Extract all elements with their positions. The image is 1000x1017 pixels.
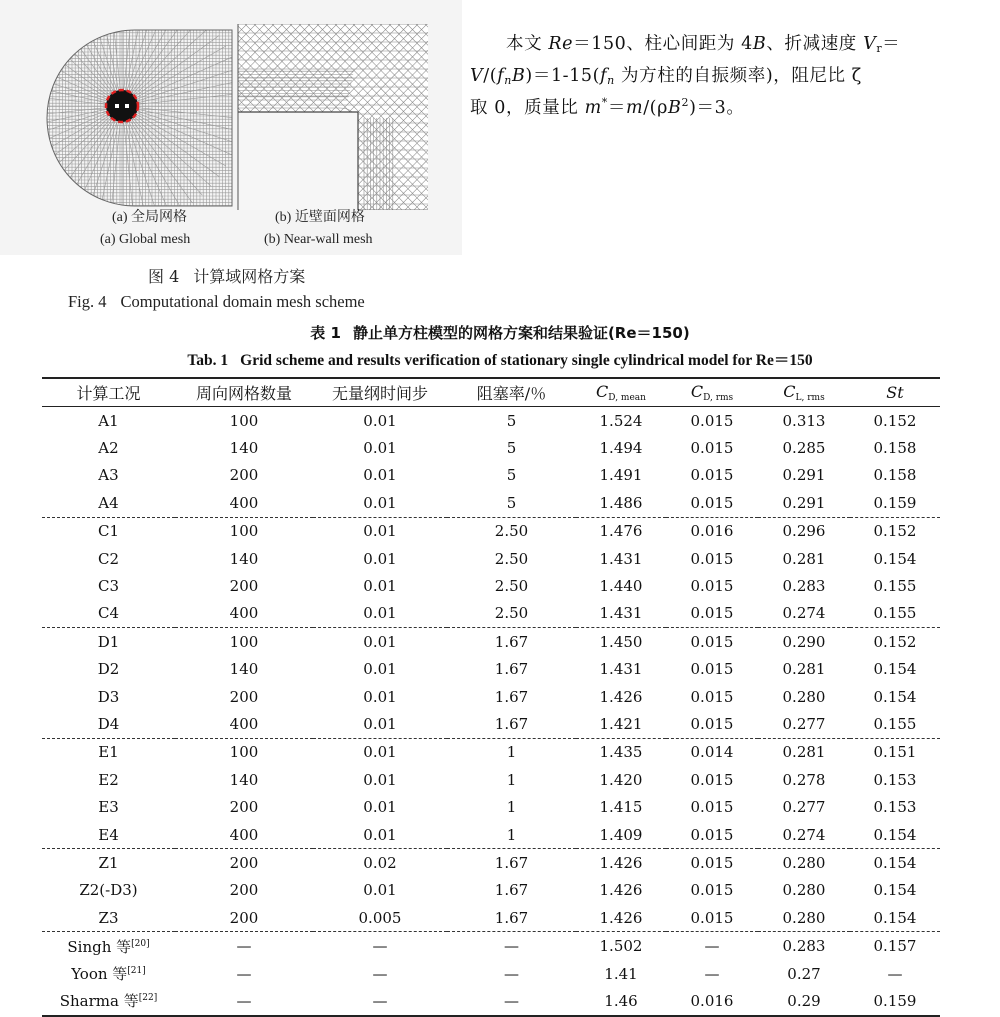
- cell-time-step: 0.01: [363, 825, 397, 844]
- cell-grid-count: 200: [229, 881, 259, 900]
- cell-cl-rms: 0.274: [782, 825, 826, 844]
- cell-cd-mean: 1.431: [599, 604, 643, 623]
- cell-case: Z1: [42, 849, 175, 877]
- cell-blockage: 1.67: [494, 660, 529, 679]
- cell-grid-count: —: [175, 987, 313, 1015]
- cell-case: Singh 等[20]: [42, 932, 175, 960]
- cell-grid-count: 200: [229, 908, 259, 927]
- table-row: [42, 793, 940, 820]
- paragraph-line-3: 取 0，质量比 $m^*=m/(\rho B^2)=3$。: [470, 96, 745, 118]
- cell-time-step: —: [372, 964, 388, 983]
- cell-time-step: 0.005: [358, 908, 402, 927]
- cell-cd-mean: 1.426: [576, 849, 666, 877]
- cell-grid-count: 140: [229, 770, 259, 789]
- cell-time-step: 0.01: [363, 687, 397, 706]
- cell-grid-count: 100: [175, 738, 313, 766]
- cell-case: C2: [97, 549, 120, 568]
- cell-cd-mean: 1.435: [576, 738, 666, 766]
- table-label-en: Tab. 1: [187, 352, 229, 369]
- cell-blockage: 2.50: [494, 549, 529, 568]
- cell-st: 0.152: [850, 517, 940, 545]
- cell-cd-mean: 1.494: [599, 439, 643, 458]
- cell-time-step: 0.01: [363, 660, 397, 679]
- header-time-step: 无量纲时间步: [313, 378, 447, 407]
- table-row: [42, 738, 940, 766]
- cell-cd-mean: 1.491: [599, 466, 643, 485]
- cell-time-step: 0.01: [363, 604, 397, 623]
- reference-marker: [21]: [127, 966, 146, 976]
- cell-blockage: 5: [506, 493, 517, 512]
- header-circumferential-grid: 周向网格数量: [175, 378, 313, 407]
- cell-grid-count: 400: [229, 604, 259, 623]
- cell-cl-rms: 0.283: [782, 577, 826, 596]
- cell-cl-rms: 0.280: [782, 881, 826, 900]
- table-row: [42, 545, 940, 572]
- cell-blockage: 1: [506, 825, 517, 844]
- table-row: [42, 849, 940, 877]
- cell-cl-rms: 0.291: [782, 466, 826, 485]
- cell-cl-rms: 0.277: [782, 714, 826, 733]
- cell-case: Z2(-D3): [79, 881, 138, 900]
- cell-time-step: 0.01: [363, 798, 397, 817]
- cell-cd-mean: 1.450: [576, 628, 666, 656]
- cell-blockage: 1.67: [494, 881, 529, 900]
- cell-cd-mean: 1.409: [599, 825, 643, 844]
- cell-case: A2: [98, 439, 119, 458]
- table-row: [42, 517, 940, 545]
- cell-blockage: 1.67: [447, 849, 576, 877]
- table-row: [42, 821, 940, 849]
- cell-time-step: 0.02: [313, 849, 447, 877]
- cell-time-step: 0.01: [363, 493, 397, 512]
- cell-time-step: —: [313, 987, 447, 1015]
- cell-st: 0.158: [873, 466, 917, 485]
- cell-st: 0.153: [873, 798, 917, 817]
- cell-cd-rms: 0.015: [690, 439, 734, 458]
- panel-a-caption-en: (a) Global mesh: [100, 232, 191, 247]
- table-title-cn: 静止单方柱模型的网格方案和结果验证(Re＝150): [352, 324, 690, 342]
- cell-blockage: 2.50: [494, 577, 529, 596]
- table-label-cn: 表 1: [310, 324, 341, 342]
- cell-case: Yoon 等[21]: [71, 965, 146, 983]
- panel-a-caption-cn: (a) 全局网格: [112, 210, 188, 225]
- cell-cd-mean: 1.426: [599, 908, 643, 927]
- cell-cd-rms: 0.015: [690, 466, 734, 485]
- header-cd-rms: $C_{D, rms}$: [666, 378, 758, 407]
- cell-case: D3: [97, 687, 120, 706]
- cell-grid-count: 100: [229, 411, 259, 430]
- cell-blockage: 1.67: [494, 687, 529, 706]
- table-row: [42, 462, 940, 489]
- cell-blockage: 2.50: [494, 604, 529, 623]
- cell-st: 0.151: [850, 738, 940, 766]
- cell-cd-rms: 0.015: [690, 881, 734, 900]
- cell-cd-mean: 1.431: [599, 549, 643, 568]
- cell-case: Z3: [98, 908, 119, 927]
- cell-time-step: 0.01: [363, 770, 397, 789]
- cell-time-step: 0.01: [363, 466, 397, 485]
- cell-st: 0.155: [873, 714, 917, 733]
- cell-grid-count: 140: [229, 660, 259, 679]
- header-st: St: [850, 378, 940, 407]
- cell-cd-rms: 0.015: [690, 604, 734, 623]
- table-row: [42, 572, 940, 599]
- body-paragraph: [470, 28, 948, 124]
- paragraph-line-2: $V/(f_nB)=1-15(f_n$ 为方柱的自振频率)，阻尼比 ζ: [470, 66, 862, 87]
- cell-cd-mean: 1.46: [576, 987, 666, 1015]
- cell-cd-rms: 0.015: [690, 825, 734, 844]
- cell-cd-rms: —: [704, 964, 720, 983]
- cell-time-step: 0.01: [363, 577, 397, 596]
- cell-grid-count: 200: [229, 798, 259, 817]
- header-case: 计算工况: [42, 378, 175, 407]
- cell-case: Sharma 等[22]: [42, 987, 175, 1015]
- cell-blockage: 1.67: [494, 908, 529, 927]
- cell-case: C4: [97, 604, 120, 623]
- cell-cd-mean: 1.486: [599, 493, 643, 512]
- cell-cl-rms: 0.290: [758, 628, 850, 656]
- cell-case: E3: [98, 798, 119, 817]
- table-row: [42, 960, 940, 987]
- cell-st: 0.154: [873, 660, 917, 679]
- cell-grid-count: —: [175, 932, 313, 960]
- table-row: [42, 600, 940, 628]
- cell-blockage: 5: [506, 466, 517, 485]
- cell-time-step: 0.01: [313, 517, 447, 545]
- cell-cl-rms: 0.277: [782, 798, 826, 817]
- cell-cd-mean: 1.440: [599, 577, 643, 596]
- cell-cd-rms: 0.015: [666, 849, 758, 877]
- cell-cl-rms: 0.280: [782, 908, 826, 927]
- cell-cd-mean: 1.415: [599, 798, 643, 817]
- cell-st: 0.153: [873, 770, 917, 789]
- cell-st: 0.154: [850, 849, 940, 877]
- cell-cl-rms: 0.29: [758, 987, 850, 1015]
- header-blockage: 阻塞率/％: [447, 378, 576, 407]
- table-row: [42, 628, 940, 656]
- table-row: [42, 489, 940, 517]
- cell-cd-rms: 0.014: [666, 738, 758, 766]
- cell-grid-count: 400: [229, 825, 259, 844]
- cell-cl-rms: 0.313: [782, 411, 826, 430]
- cell-st: 0.152: [850, 628, 940, 656]
- cell-cd-mean: 1.420: [599, 770, 643, 789]
- cell-blockage: —: [447, 987, 576, 1015]
- figure-label-en: Fig. 4: [68, 292, 107, 311]
- cell-cl-rms: 0.281: [782, 660, 826, 679]
- panel-b-caption-cn: (b) 近壁面网格: [275, 210, 365, 225]
- cell-cl-rms: 0.285: [782, 439, 826, 458]
- cell-cd-rms: 0.015: [690, 493, 734, 512]
- cell-case: C3: [97, 577, 120, 596]
- cell-blockage: 1: [506, 798, 517, 817]
- cylinder-marker: [106, 90, 138, 122]
- cell-st: 0.154: [873, 687, 917, 706]
- cell-blockage: —: [447, 932, 576, 960]
- cell-blockage: 5: [506, 411, 517, 430]
- cell-case: D2: [97, 660, 120, 679]
- panel-b-caption-en: (b) Near-wall mesh: [264, 232, 373, 247]
- reference-marker: [22]: [138, 993, 158, 1004]
- table-caption-cn: [0, 322, 1000, 343]
- cell-cd-rms: 0.016: [666, 987, 758, 1015]
- cell-grid-count: 140: [229, 549, 259, 568]
- cell-grid-count: 200: [229, 687, 259, 706]
- cell-st: 0.159: [873, 493, 917, 512]
- table-row: [42, 877, 940, 904]
- cell-blockage: 5: [506, 439, 517, 458]
- figure-caption-en: [68, 292, 365, 312]
- cell-cl-rms: 0.280: [758, 849, 850, 877]
- cell-cd-rms: 0.015: [690, 687, 734, 706]
- cell-grid-count: 200: [175, 849, 313, 877]
- cell-cl-rms: 0.278: [782, 770, 826, 789]
- cell-cd-rms: 0.015: [690, 577, 734, 596]
- cell-grid-count: 100: [175, 517, 313, 545]
- table-caption-en: [0, 348, 1000, 370]
- cell-case: E4: [98, 825, 119, 844]
- cell-st: 0.154: [873, 549, 917, 568]
- cell-blockage: 1: [447, 738, 576, 766]
- cell-cl-rms: 0.281: [758, 738, 850, 766]
- cell-blockage: 1: [506, 770, 517, 789]
- cell-st: 0.157: [850, 932, 940, 960]
- table-row: [42, 434, 940, 461]
- cell-case: E1: [42, 738, 175, 766]
- table-row: [42, 766, 940, 793]
- header-cd-mean: $C_{D, mean}$: [576, 378, 666, 407]
- cell-cd-rms: 0.015: [690, 660, 734, 679]
- cell-cd-mean: 1.431: [599, 660, 643, 679]
- cell-grid-count: —: [236, 964, 252, 983]
- cell-st: 0.152: [873, 411, 917, 430]
- cell-blockage: 1.67: [447, 628, 576, 656]
- figure-title-cn: 计算域网格方案: [193, 267, 306, 286]
- cell-cd-mean: 1.426: [599, 881, 643, 900]
- cell-grid-count: 200: [229, 466, 259, 485]
- figure-label-cn: 图 4: [148, 267, 180, 286]
- cell-st: 0.159: [850, 987, 940, 1015]
- cell-st: 0.154: [873, 881, 917, 900]
- cell-cd-rms: 0.015: [690, 411, 734, 430]
- cell-time-step: 0.01: [363, 439, 397, 458]
- table-row: [42, 932, 940, 960]
- cell-cd-rms: 0.016: [666, 517, 758, 545]
- table-row: [42, 904, 940, 932]
- cell-case: A4: [98, 493, 119, 512]
- cell-cd-rms: —: [666, 932, 758, 960]
- cell-grid-count: 140: [229, 439, 259, 458]
- cell-grid-count: 400: [229, 714, 259, 733]
- cell-grid-count: 100: [175, 628, 313, 656]
- cell-blockage: 1.67: [494, 714, 529, 733]
- cell-cl-rms: 0.296: [758, 517, 850, 545]
- cell-case: A3: [98, 466, 119, 485]
- table-row: [42, 656, 940, 683]
- mesh-figure: [0, 0, 462, 210]
- cell-cd-mean: 1.476: [576, 517, 666, 545]
- cell-case: D1: [42, 628, 175, 656]
- figure-title-en: Computational domain mesh scheme: [120, 292, 365, 311]
- cell-cd-rms: 0.015: [690, 798, 734, 817]
- cell-case: A1: [98, 411, 119, 430]
- cell-cd-mean: 1.426: [599, 687, 643, 706]
- cell-cl-rms: 0.27: [787, 964, 821, 983]
- cell-blockage: —: [504, 964, 519, 983]
- cell-blockage: 2.50: [447, 517, 576, 545]
- cell-cd-mean: 1.41: [604, 964, 638, 983]
- cell-case: D4: [97, 714, 120, 733]
- cell-st: 0.158: [873, 439, 917, 458]
- cell-cl-rms: 0.283: [758, 932, 850, 960]
- table-header-row: [42, 378, 940, 407]
- cell-cd-rms: 0.015: [666, 628, 758, 656]
- cell-cd-mean: 1.524: [599, 411, 643, 430]
- cell-time-step: —: [313, 932, 447, 960]
- cell-st: 0.155: [873, 604, 917, 623]
- cell-time-step: 0.01: [313, 628, 447, 656]
- cell-time-step: 0.01: [363, 714, 397, 733]
- cell-cd-mean: 1.502: [576, 932, 666, 960]
- cell-cd-rms: 0.015: [690, 714, 734, 733]
- grid-scheme-table: [42, 377, 940, 1017]
- cell-cd-rms: 0.015: [690, 908, 734, 927]
- figure-4-panel: [0, 0, 462, 255]
- paragraph-line-1: 本文 Re＝150、柱心间距为 4B、折减速度 $V_r=$: [506, 34, 901, 55]
- cell-cl-rms: 0.291: [782, 493, 826, 512]
- table-title-en: Grid scheme and results verification of stationary single cylindrical model for Re＝150: [240, 352, 813, 369]
- cell-grid-count: 200: [229, 577, 259, 596]
- cell-st: 0.154: [873, 908, 917, 927]
- cell-time-step: 0.01: [363, 549, 397, 568]
- cell-cd-rms: 0.015: [690, 770, 734, 789]
- cell-cl-rms: 0.280: [782, 687, 826, 706]
- cell-time-step: 0.01: [363, 881, 397, 900]
- figure-caption-cn: [148, 264, 305, 287]
- reference-marker: [20]: [131, 938, 150, 949]
- cell-st: 0.155: [873, 577, 917, 596]
- cell-time-step: 0.01: [363, 411, 397, 430]
- cell-cl-rms: 0.274: [782, 604, 826, 623]
- cell-grid-count: 400: [229, 493, 259, 512]
- cell-case: C1: [42, 517, 175, 545]
- cell-time-step: 0.01: [313, 738, 447, 766]
- table-row: [42, 987, 940, 1015]
- table-row: [42, 683, 940, 710]
- cell-cd-rms: 0.015: [690, 549, 734, 568]
- cell-cd-mean: 1.421: [599, 714, 643, 733]
- cell-st: 0.154: [873, 825, 917, 844]
- cell-case: E2: [98, 770, 119, 789]
- table-row: [42, 407, 940, 435]
- cell-cl-rms: 0.281: [782, 549, 826, 568]
- cell-st: —: [887, 964, 903, 983]
- header-cl-rms: $C_{L, rms}$: [758, 378, 850, 407]
- table-row: [42, 710, 940, 738]
